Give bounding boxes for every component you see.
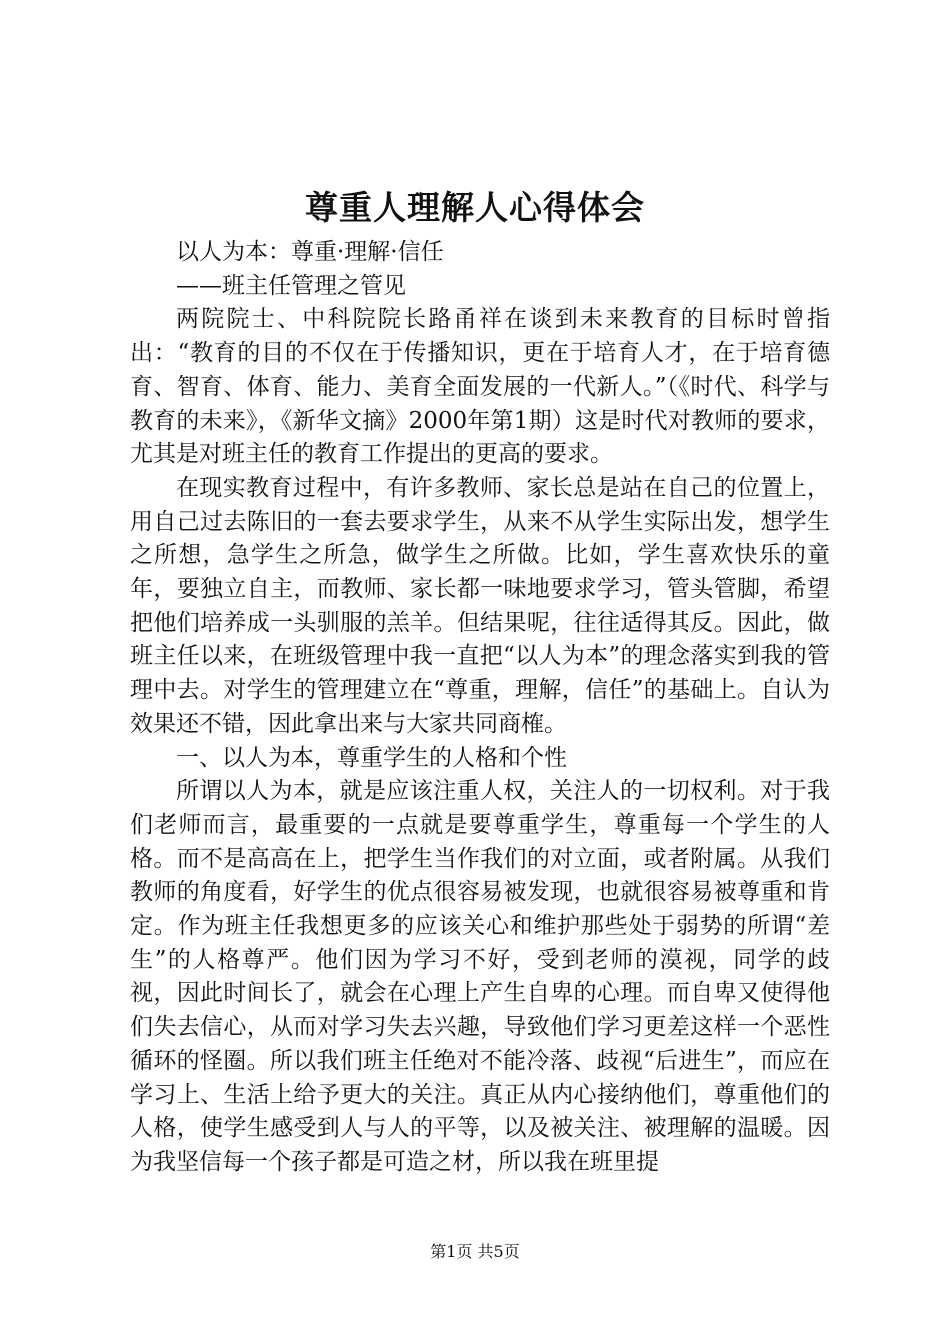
subtitle-line: 以人为本：尊重·理解·信任 [176, 239, 444, 265]
paragraph-reality: 在现实教育过程中，有许多教师、家长总是站在自己的位置上，用自己过去陈旧的一套去要求学生，从来不从学生实际出发，想学生之所想，急学生之所急，做学生之所做。比如，学生喜欢快乐的童年，要独立自主，而教师、家长都一味地要求学习，管头管脚，希望把他们培养成一头驯服的羔羊。但结果呢，往往适得其反。因此，做班主任以来，在班级管理中我一直把“以人为本”的理念落实到我的管理中去。对学生的管理建立在“尊重，理解，信任”的基础上。自认为效果还不错，因此拿出来与大家共同商榷。 [130, 474, 830, 737]
paragraph-respect: 所谓以人为本，就是应该注重人权，关注人的一切权利。对于我们老师而言，最重要的一点就是要尊重学生，尊重每一个学生的人格。而不是高高在上，把学生当作我们的对立面，或者附属。从我们教师的角度看，好学生的优点很容易被发现，也就很容易被尊重和肯定。作为班主任我想更多的应该关心和维护那些处于弱势的所谓“差生”的人格尊严。他们因为学习不好，受到老师的漠视，同学的歧视，因此时间长了，就会在心理上产生自卑的心理。而自卑又使得他们失去信心，从而对学习失去兴趣，导致他们学习更差这样一个恶性循环的怪圈。所以我们班主任绝对不能冷落、歧视“后进生”，而应在学习上、生活上给予更大的关注。真正从内心接纳他们，尊重他们的人格，使学生感受到人与人的平等，以及被关注、被理解的温暖。因为我坚信每一个孩子都是可造之材，所以我在班里提 [130, 778, 830, 1175]
subtitle-sub-line: ——班主任管理之管见 [176, 272, 406, 299]
document-title: 尊重人理解人心得体会 [305, 188, 645, 227]
paragraph-intro: 两院院士、中科院院长路甬祥在谈到未来教育的目标时曾指出：“教育的目的不仅在于传播知识，更在于培育人才，在于培育德育、智育、体育、能力、美育全面发展的一代新人。”（《时代、科学与教育的未来》，《新华文摘》2000年第1期）这是时代对教师的要求，尤其是对班主任的教育工作提出的更高的要求。 [130, 306, 830, 468]
section-heading: 一、以人为本，尊重学生的人格和个性 [176, 744, 567, 771]
document-body [130, 236, 830, 1180]
page-footer: 第1页 共5页 [430, 1242, 520, 1261]
